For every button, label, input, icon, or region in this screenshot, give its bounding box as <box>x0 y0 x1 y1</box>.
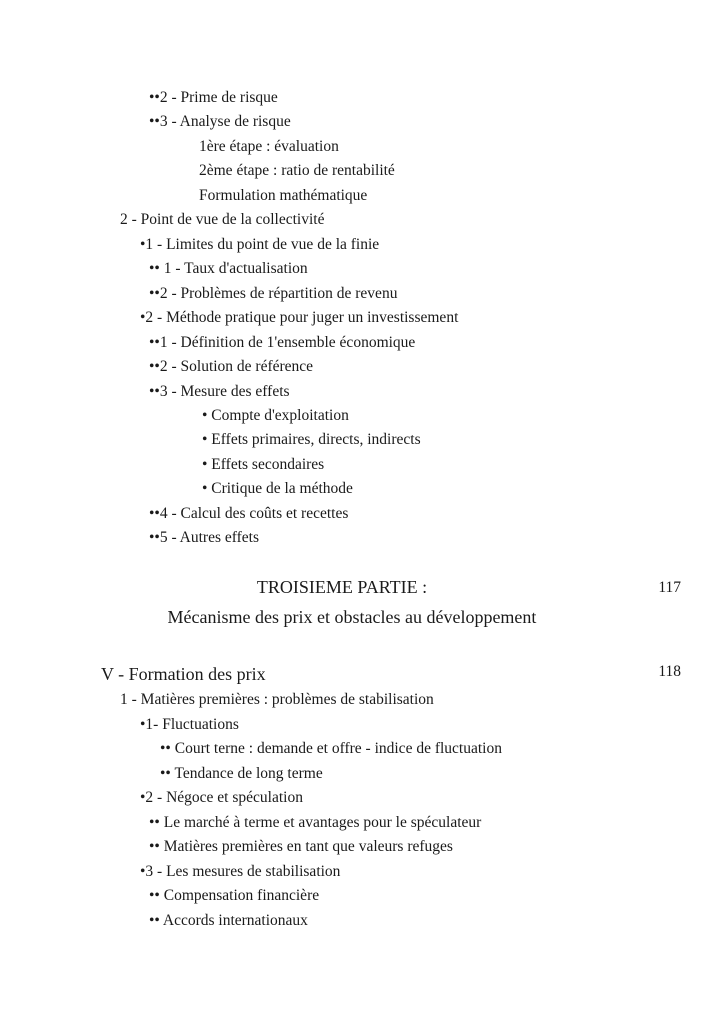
toc-line-effets-secondaires: • Effets secondaires <box>202 456 325 473</box>
toc-line-compte: • Compte d'exploitation <box>202 407 349 424</box>
toc-line-prime-risque: ••2 - Prime de risque <box>149 89 278 106</box>
chapter-page-number: 118 <box>658 663 681 680</box>
toc-line-etape-1: 1ère étape : évaluation <box>199 138 339 155</box>
toc-line-solution: ••2 - Solution de référence <box>149 358 314 375</box>
toc-line-valeurs-refuges: •• Matières premières en tant que valeurs refuges <box>149 838 453 855</box>
toc-line-calcul: ••4 - Calcul des coûts et recettes <box>149 505 349 522</box>
toc-line-methode-pratique: •2 - Méthode pratique pour juger un investissement <box>140 309 459 326</box>
toc-line-repartition: ••2 - Problèmes de répartition de revenu <box>149 285 398 302</box>
toc-line-definition: ••1 - Définition de 1'ensemble économique <box>149 334 416 351</box>
toc-line-analyse-risque: ••3 - Analyse de risque <box>149 113 291 130</box>
toc-line-formulation: Formulation mathématique <box>199 187 368 204</box>
part-subtitle: Mécanisme des prix et obstacles au développement <box>167 607 537 627</box>
chapter-title: V - Formation des prix <box>101 664 266 684</box>
toc-line-mesure-effets: ••3 - Mesure des effets <box>149 383 290 400</box>
toc-line-autres-effets: ••5 - Autres effets <box>149 529 259 546</box>
toc-line-point-de-vue: 2 - Point de vue de la collectivité <box>120 211 325 228</box>
toc-line-taux: •• 1 - Taux d'actualisation <box>149 260 308 277</box>
toc-line-mesures-stabilisation: •3 - Les mesures de stabilisation <box>140 863 341 880</box>
toc-line-fluctuations: •1- Fluctuations <box>140 716 239 733</box>
toc-line-compensation: •• Compensation financière <box>149 887 320 904</box>
part-page-number: 117 <box>658 579 681 596</box>
part-title: TROISIEME PARTIE : <box>256 577 428 597</box>
toc-line-accords: •• Accords internationaux <box>149 912 308 929</box>
toc-line-limites: •1 - Limites du point de vue de la finie <box>140 236 380 253</box>
toc-line-court-terne: •• Court terne : demande et offre - indice de fluctuation <box>160 740 502 757</box>
toc-line-matieres-premieres: 1 - Matières premières : problèmes de stabilisation <box>120 691 434 708</box>
toc-line-critique: • Critique de la méthode <box>202 480 353 497</box>
toc-line-effets-primaires: • Effets primaires, directs, indirects <box>202 431 421 448</box>
toc-line-etape-2: 2ème étape : ratio de rentabilité <box>199 162 395 179</box>
toc-line-marche-a-terme: •• Le marché à terme et avantages pour le spéculateur <box>149 814 482 831</box>
toc-line-tendance: •• Tendance de long terme <box>160 765 323 782</box>
toc-line-negoce: •2 - Négoce et spéculation <box>140 789 303 806</box>
